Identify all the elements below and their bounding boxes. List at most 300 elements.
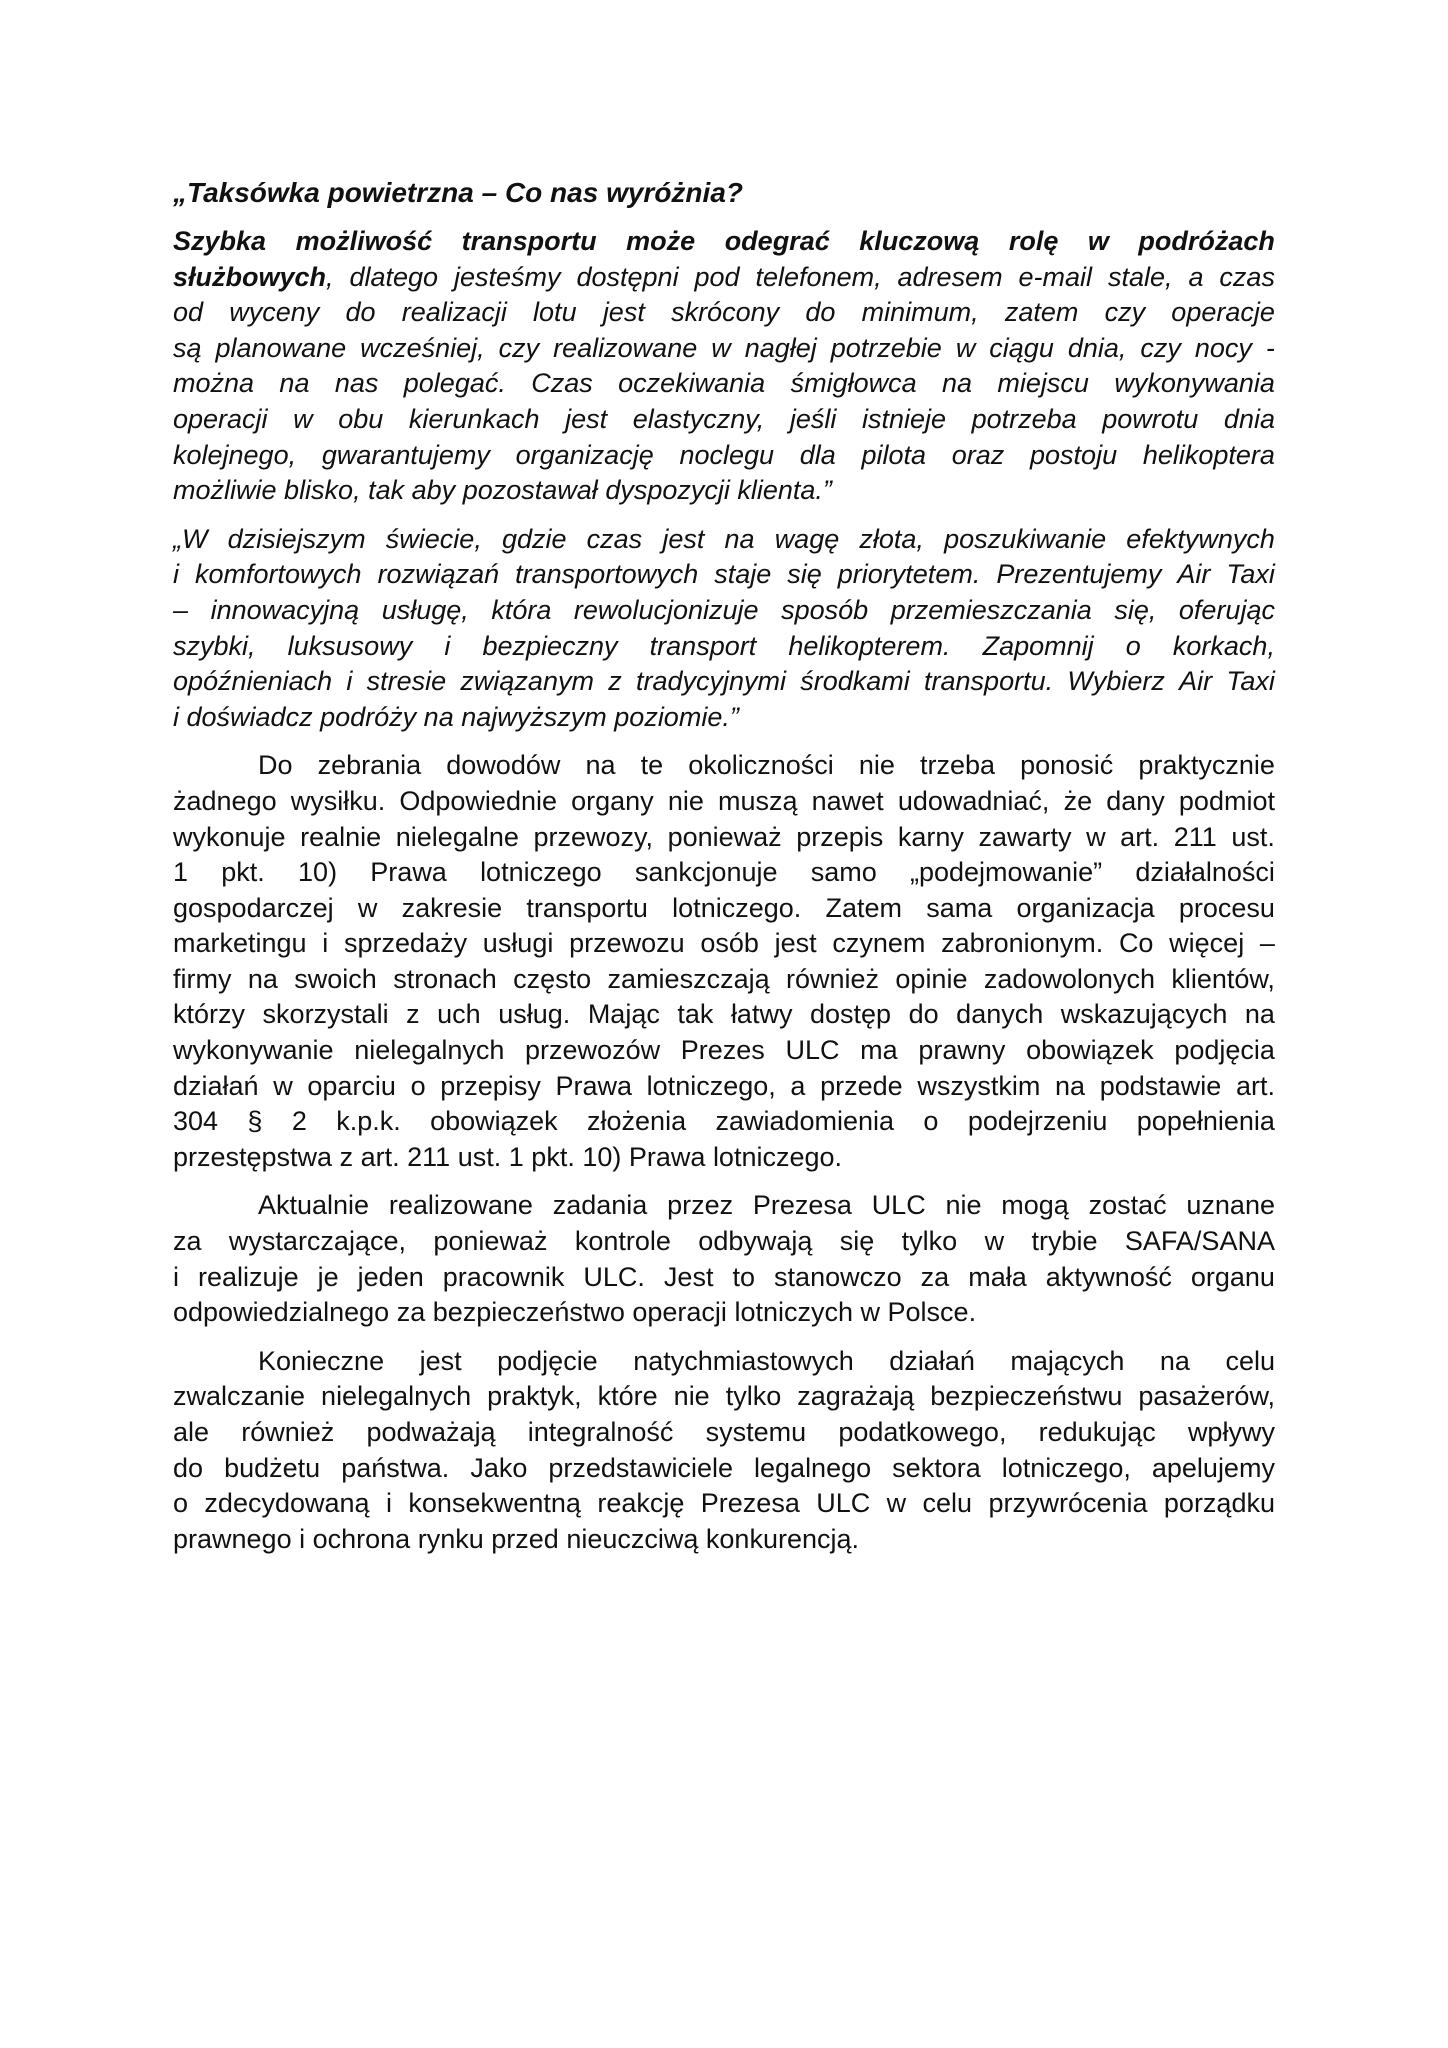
word: prawny <box>918 1035 1006 1066</box>
text-line <box>173 855 1275 891</box>
word: żadnego <box>173 785 277 816</box>
word: zadania <box>552 1190 648 1221</box>
word: Taxi <box>1226 666 1275 697</box>
word: 10) <box>298 857 338 888</box>
word: w <box>984 1226 1005 1257</box>
word: czy <box>498 332 540 363</box>
word: 1 <box>173 857 189 888</box>
word: usługi <box>482 928 554 959</box>
word: działalności <box>1135 857 1275 888</box>
word: ULC <box>785 1035 840 1066</box>
word: złota, <box>859 523 924 554</box>
word: rolę <box>1008 226 1059 256</box>
word: zamieszczają <box>607 963 770 994</box>
word: nie <box>858 750 895 781</box>
word: podjęcie <box>497 1345 598 1376</box>
word: te <box>640 750 664 781</box>
word: jest <box>662 523 705 554</box>
word: często <box>513 963 592 994</box>
word: udowadniać, <box>897 785 1050 816</box>
word: w <box>293 403 313 434</box>
word: się, <box>1114 594 1157 625</box>
word: o <box>923 1106 939 1137</box>
word: gwarantujemy <box>321 439 490 470</box>
word: powrotu <box>1102 403 1199 434</box>
word: rynku <box>417 1523 484 1554</box>
word: swoich <box>294 963 377 994</box>
word: na <box>1054 1070 1086 1101</box>
word: miejscu <box>997 368 1089 399</box>
word: w <box>1087 226 1109 256</box>
word: planowane <box>215 332 347 363</box>
word: nie <box>945 1190 982 1221</box>
word: obowiązek <box>430 1106 558 1137</box>
word: ochrona <box>312 1523 411 1554</box>
word: czas <box>586 523 643 554</box>
word: za <box>173 1226 202 1257</box>
word: lotniczego, <box>1001 1452 1131 1483</box>
word: i <box>322 928 329 959</box>
word: Prezentujemy <box>996 559 1162 590</box>
paragraph <box>173 748 1275 1175</box>
word: uznane <box>1186 1190 1275 1221</box>
word: lotniczego, <box>646 1070 776 1101</box>
word: nie <box>673 1381 710 1412</box>
word: sektora <box>892 1452 981 1483</box>
word: zabronionym. <box>941 928 1104 959</box>
text-line <box>173 1344 1275 1380</box>
text-line <box>173 1188 1275 1224</box>
word: od <box>173 297 204 328</box>
word: oparciu <box>307 1070 396 1101</box>
word: którzy <box>173 999 246 1030</box>
word: § <box>247 1106 263 1137</box>
word: bezpieczny <box>482 630 618 661</box>
word: art. <box>360 1141 400 1172</box>
word: lotu <box>533 297 577 328</box>
word: doświadcz <box>186 701 313 732</box>
document-body <box>173 224 1275 1557</box>
word: wysiłku. <box>290 785 386 816</box>
word: obu <box>338 403 384 434</box>
word: mała <box>968 1261 1027 1292</box>
text-line <box>173 1033 1275 1069</box>
word: transportu. <box>924 666 1054 697</box>
word: w <box>1086 821 1106 852</box>
word: nawet <box>811 785 884 816</box>
word: Prawa <box>628 1141 706 1172</box>
word: związanym <box>460 666 594 697</box>
word: również <box>785 963 880 994</box>
text-line <box>173 295 1275 331</box>
word: w <box>955 332 976 363</box>
word: z <box>406 999 420 1030</box>
text-line <box>173 1415 1275 1451</box>
word: samo <box>810 857 877 888</box>
word: budżetu <box>224 1452 321 1483</box>
word: są <box>173 332 202 363</box>
word: lotniczego <box>480 857 602 888</box>
word: oraz <box>951 439 1005 470</box>
word: i <box>444 630 451 661</box>
word: ponieważ <box>433 1226 548 1257</box>
word: blisko, <box>284 475 361 506</box>
word: legalnego <box>754 1452 872 1483</box>
word: Czas <box>531 368 593 399</box>
text-line <box>173 1522 1275 1558</box>
text-line <box>173 926 1275 962</box>
word: a <box>1188 261 1204 292</box>
word: tak <box>368 475 405 506</box>
word: transport <box>649 630 757 661</box>
word: skorzystali <box>262 999 389 1030</box>
word: działań <box>889 1345 975 1376</box>
word: i <box>346 666 353 697</box>
word: ponosić <box>1020 750 1114 781</box>
word: usług. <box>498 999 571 1030</box>
text-line <box>173 473 1275 509</box>
word: redukując <box>1038 1417 1156 1447</box>
word: pozostawał <box>462 475 598 506</box>
word: poziomie.” <box>614 701 739 732</box>
text-line <box>173 260 1275 296</box>
word: minimum, <box>861 297 979 328</box>
text-line <box>173 557 1275 593</box>
word: 304 <box>173 1106 219 1137</box>
word: 2 <box>291 1106 307 1137</box>
word: działań <box>173 1070 259 1101</box>
text-line <box>173 1295 1275 1331</box>
word: SAFA/SANA <box>1124 1226 1275 1257</box>
word: operacje <box>1171 297 1275 328</box>
word: wystarczające, <box>228 1226 406 1257</box>
word: ale <box>173 1417 210 1447</box>
word: helikopterem. <box>788 630 951 661</box>
word: dnia <box>1223 403 1275 434</box>
text-line <box>173 1104 1275 1140</box>
word: tylko <box>901 1226 958 1257</box>
word: stronach <box>393 963 497 994</box>
word: noclegu <box>679 439 775 470</box>
word: lotniczego. <box>712 1141 843 1172</box>
word: przepis <box>796 821 884 852</box>
word: efektywnych <box>1126 523 1275 554</box>
word: na <box>1159 1345 1190 1376</box>
text-line <box>173 366 1275 402</box>
word: czynem <box>832 928 926 959</box>
word: – <box>173 594 189 625</box>
word: skrócony <box>671 297 780 328</box>
word: - <box>1265 332 1275 363</box>
word: śmigłowca <box>790 368 917 399</box>
word: trzeba <box>920 750 996 781</box>
word: wskazujących <box>1060 999 1228 1030</box>
word: w <box>273 1070 293 1101</box>
word: rewolucjonizuje <box>573 594 759 625</box>
word: – <box>1259 928 1275 959</box>
word: przede <box>820 1070 903 1101</box>
text-line <box>173 224 1275 260</box>
word: czas <box>1219 261 1275 292</box>
text-line <box>173 1069 1275 1105</box>
word: zdecydowaną <box>204 1488 370 1519</box>
word: istnieje <box>861 403 946 434</box>
paragraph <box>173 522 1275 736</box>
word: 211 <box>1173 821 1217 852</box>
word: je <box>317 1261 339 1292</box>
word: wagę <box>774 523 840 554</box>
word: w <box>357 892 378 923</box>
word: art. <box>1120 821 1160 852</box>
word: innowacyjną <box>210 594 360 625</box>
word: dlatego <box>349 261 439 292</box>
word: nie <box>667 785 704 816</box>
word: przepisy <box>440 1070 541 1101</box>
word: podróży <box>320 701 417 732</box>
word: aby <box>411 475 456 506</box>
text-line <box>173 891 1275 927</box>
word: wykonywania <box>1114 368 1275 399</box>
word: firmy <box>173 963 232 994</box>
word: kierunkach <box>408 403 540 434</box>
word: trybie <box>1031 1226 1098 1257</box>
word: postoju <box>1030 439 1118 470</box>
word: konkurencją. <box>705 1523 859 1554</box>
word: reakcję <box>597 1488 685 1519</box>
word: przed <box>491 1523 559 1554</box>
word: podróżach <box>1138 226 1275 256</box>
word: jest <box>565 403 608 434</box>
word: ULC. <box>583 1261 645 1292</box>
text-line <box>173 700 1275 736</box>
word: że <box>1063 785 1093 816</box>
word: aktywność <box>1045 1261 1172 1292</box>
word: realizowane <box>553 332 698 363</box>
word: przedstawiciele <box>548 1452 733 1483</box>
word: pod <box>694 261 740 292</box>
word: nieuczciwą <box>566 1523 699 1554</box>
word: nielegalne <box>395 821 519 852</box>
word: konsekwentną <box>408 1488 581 1519</box>
text-line <box>173 1260 1275 1296</box>
word: Prawa <box>555 1070 633 1101</box>
word: k.p.k. <box>336 1106 401 1137</box>
word: więcej <box>1169 928 1245 959</box>
word: za <box>920 1261 950 1292</box>
word: na <box>585 750 616 781</box>
word: na <box>279 368 310 399</box>
word: dzisiejszym <box>227 523 366 554</box>
word: w <box>886 1488 907 1519</box>
word: Szybka <box>173 226 267 256</box>
word: możliwie <box>173 475 277 506</box>
word: się <box>787 559 822 590</box>
word: zakresie <box>401 892 503 923</box>
word: sprzedaży <box>344 928 468 959</box>
word: zagrażają <box>797 1381 915 1412</box>
word: realizuje <box>198 1261 299 1292</box>
paragraph <box>173 1188 1275 1330</box>
word: muszą <box>717 785 798 816</box>
word: marketingu <box>173 928 307 959</box>
word: Air <box>1179 666 1213 697</box>
word: służbowych, <box>173 261 334 292</box>
word: tak <box>677 999 714 1030</box>
word: lotniczego. <box>672 892 802 923</box>
word: złożenia <box>587 1106 687 1137</box>
word: zebrania <box>317 750 422 781</box>
word: podejrzeniu <box>967 1106 1108 1137</box>
word: najwyższym <box>461 701 607 732</box>
word: pkt. <box>221 857 265 888</box>
word: jest <box>602 297 645 328</box>
word: obowiązek <box>1026 1035 1154 1066</box>
word: łatwy <box>730 999 793 1030</box>
word: organy <box>571 785 654 816</box>
word: Konieczne <box>258 1345 385 1376</box>
word: odegrać <box>724 226 830 256</box>
word: ciągu <box>989 332 1054 363</box>
word: przewozu <box>569 928 685 959</box>
word: państwa. <box>341 1452 450 1483</box>
word: kontrole <box>574 1226 671 1257</box>
word: organizacja <box>1016 892 1155 923</box>
word: na <box>942 368 973 399</box>
word: przywrócenia <box>988 1488 1148 1519</box>
word: elastyczny, <box>632 403 765 434</box>
text-line <box>173 962 1275 998</box>
word: Air <box>1177 559 1211 590</box>
document-title: „Taksówka powietrzna – Co nas wyróżnia? <box>173 177 743 208</box>
word: klientów, <box>1171 963 1275 994</box>
word: Zatem <box>825 892 903 923</box>
word: może <box>626 226 696 256</box>
word: praktycznie <box>1138 750 1275 781</box>
word: również <box>241 1417 335 1447</box>
word: stresie <box>366 666 447 697</box>
word: odpowiedzialnego <box>173 1297 390 1328</box>
word: możliwość <box>295 226 433 256</box>
word: szybki, <box>173 630 256 661</box>
text-line <box>173 1451 1275 1487</box>
word: i <box>385 1488 392 1519</box>
word: i <box>173 559 179 590</box>
word: zawiadomienia <box>715 1106 895 1137</box>
word: stanowczo <box>774 1261 902 1292</box>
word: jeśli <box>789 403 837 434</box>
word: komfortowych <box>195 559 362 590</box>
word: które <box>597 1381 658 1412</box>
word: środkami <box>800 666 910 697</box>
word: z <box>608 666 622 697</box>
word: art. <box>1235 1070 1275 1101</box>
word: 10) <box>582 1141 622 1172</box>
word: dyspozycji <box>605 475 730 506</box>
word: opóźnieniach <box>173 666 333 697</box>
word: wyceny <box>229 297 320 328</box>
word: prawnego <box>173 1523 292 1554</box>
word: Do <box>258 750 293 781</box>
word: nielegalnych <box>354 1035 505 1066</box>
word: ust. <box>457 1141 502 1172</box>
word: karny <box>897 821 964 852</box>
word: zatem <box>1004 297 1079 328</box>
word: wpływy <box>1187 1417 1275 1447</box>
word: lotniczych <box>734 1297 853 1328</box>
word: za <box>396 1297 426 1328</box>
text-line <box>173 820 1275 856</box>
word: na <box>724 523 755 554</box>
word: transportu <box>526 892 648 923</box>
word: Co <box>1118 928 1154 959</box>
word: zawarty <box>978 821 1072 852</box>
word: dnia, <box>1067 332 1127 363</box>
word: zostać <box>1088 1190 1167 1221</box>
text-line <box>173 664 1275 700</box>
word: o <box>1125 630 1141 661</box>
word: pilota <box>861 439 927 470</box>
word: Taxi <box>1226 559 1275 590</box>
word: kluczową <box>859 226 980 256</box>
word: Jest <box>663 1261 714 1292</box>
text-line <box>173 748 1275 784</box>
word: celu <box>1225 1345 1275 1376</box>
word: potrzeba <box>971 403 1077 434</box>
word: gospodarczej <box>173 892 334 923</box>
word: 1 <box>508 1141 524 1172</box>
word: operacji <box>632 1297 727 1328</box>
word: sankcjonuje <box>634 857 778 888</box>
word: Wybierz <box>1067 666 1165 697</box>
word: przewozy, <box>533 821 654 852</box>
word: „W <box>173 523 208 554</box>
word: Prawa <box>370 857 447 888</box>
word: ust. <box>1231 821 1275 852</box>
word: jest <box>774 928 817 959</box>
word: a <box>790 1070 806 1101</box>
word: porządku <box>1163 1488 1275 1519</box>
word: klienta.” <box>737 475 832 506</box>
word: procesu <box>1178 892 1275 923</box>
word: można <box>173 368 255 399</box>
text-line <box>173 784 1275 820</box>
word: korkach, <box>1172 630 1275 661</box>
word: telefonem, <box>755 261 882 292</box>
text-line <box>173 629 1275 665</box>
word: ULC <box>816 1488 871 1519</box>
word: dla <box>799 439 836 470</box>
word: nagłej <box>744 332 817 363</box>
word: zadowolonych <box>983 963 1155 994</box>
word: się <box>839 1226 875 1257</box>
word: do <box>173 1452 204 1483</box>
word: oferując <box>1178 594 1275 625</box>
word: Prezes <box>680 1035 765 1066</box>
word: jest <box>419 1345 462 1376</box>
word: na <box>1244 999 1275 1030</box>
word: Odpowiednie <box>399 785 557 816</box>
word: o <box>410 1070 426 1101</box>
word: natychmiastowych <box>633 1345 854 1376</box>
word: i <box>173 1261 179 1292</box>
word: to <box>732 1261 756 1292</box>
text-line <box>173 997 1275 1033</box>
word: tradycyjnymi <box>635 666 786 697</box>
text-line <box>173 1224 1275 1260</box>
word: do <box>908 999 939 1030</box>
word: potrzebie <box>830 332 942 363</box>
word: pasażerów, <box>1138 1381 1275 1412</box>
